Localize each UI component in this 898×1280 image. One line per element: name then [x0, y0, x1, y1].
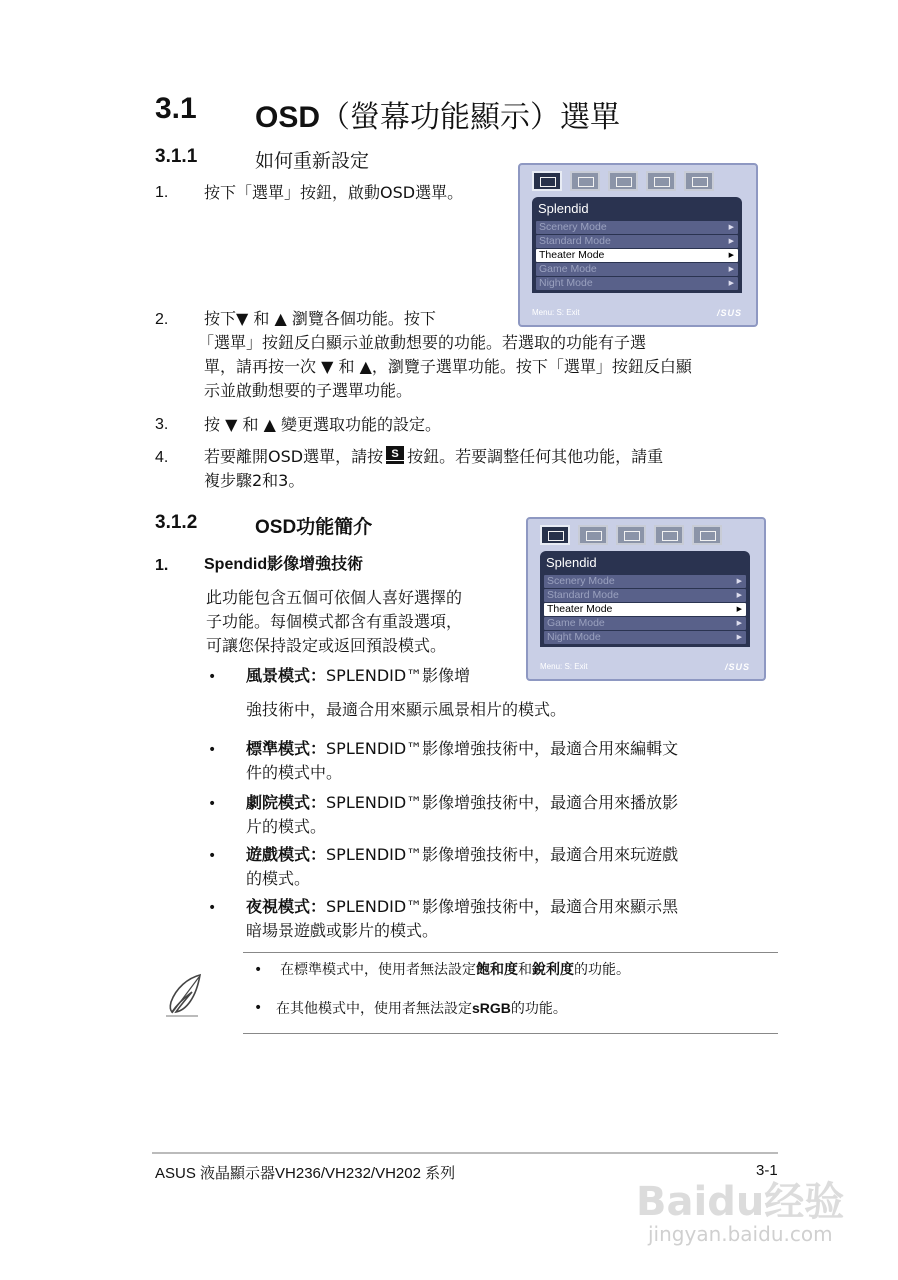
arrow-right-icon: ▶ [728, 238, 734, 245]
mode-night: 夜視模式：SPLENDID™影像增強技術中，最適合用來顯示黑 暗場景遊戲或影片的模式。 [246, 897, 679, 940]
subsection-title: OSD功能簡介 [255, 517, 373, 538]
bullet-icon: • [254, 1000, 263, 1016]
bullet-icon: • [254, 962, 263, 978]
note-top-rule [243, 952, 778, 953]
s-exit-key-icon [385, 445, 405, 465]
baidu-watermark-logo: Baidu经验 [636, 1179, 845, 1225]
arrow-right-icon: ▶ [736, 578, 742, 585]
mode-scenery: 風景模式：SPLENDID™影像增 強技術中，最適合用來顯示風景相片的模式。 [246, 666, 567, 719]
section-title: OSD（螢幕功能顯示）選單 [255, 100, 621, 135]
osd-status-bar: Menu: S: Exit /SUS [540, 659, 750, 675]
note-bottom-rule [243, 1033, 778, 1034]
arrow-right-icon: ▶ [736, 606, 742, 613]
step-number-2: 2. [155, 311, 169, 328]
osd-item-night: Night Mode ▶ [536, 277, 738, 290]
bullet-icon: • [208, 848, 217, 864]
step-number-3: 3. [155, 416, 169, 433]
input-icon [646, 171, 676, 191]
osd-item-standard: Standard Mode ▶ [536, 235, 738, 248]
arrow-right-icon: ▶ [736, 634, 742, 641]
bullet-icon: • [208, 742, 217, 758]
splendid-icon [532, 171, 562, 191]
arrow-right-icon: ▶ [728, 266, 734, 273]
note-feather-icon [162, 972, 206, 1018]
asus-logo: /SUS [724, 662, 750, 672]
note-1: 在標準模式中，使用者無法設定飽和度和銳利度的功能。 [280, 962, 630, 978]
subsection-heading-3-1-1 [155, 146, 370, 172]
feature-number: 1. [155, 557, 169, 574]
arrow-right-icon: ▶ [728, 280, 734, 287]
osd-item-scenery: Scenery Mode ▶ [536, 221, 738, 234]
osd-menu-title: Splendid [546, 555, 597, 570]
arrow-right-icon: ▶ [728, 252, 734, 259]
asus-logo: /SUS [716, 308, 742, 318]
osd-item-scenery: Scenery Mode ▶ [544, 575, 746, 588]
mode-game: 遊戲模式：SPLENDID™影像增強技術中，最適合用來玩遊戲 的模式。 [246, 845, 679, 888]
osd-menu-screenshot-1 [518, 163, 758, 327]
arrow-right-icon: ▶ [736, 620, 742, 627]
input-icon [654, 525, 684, 545]
setup-icon [684, 171, 714, 191]
osd-menu-screenshot-2 [526, 517, 766, 681]
footer-rule [152, 1152, 778, 1154]
bullet-icon: • [208, 900, 217, 916]
osd-item-theater: Theater Mode ▶ [536, 249, 738, 262]
subsection-number: 3.1.2 [155, 512, 198, 533]
osd-menu-panel [532, 197, 742, 293]
feature-title: Spendid影像增強技術 [204, 556, 364, 573]
s-key-label: S [391, 448, 399, 460]
step-text-3: 按 ▼ 和 ▲ 變更選取功能的設定。 [204, 415, 441, 434]
step-number-4: 4. [155, 449, 169, 466]
osd-item-theater: Theater Mode ▶ [544, 603, 746, 616]
image-icon [578, 525, 608, 545]
mode-standard: 標準模式：SPLENDID™影像增強技術中，最適合用來編輯文 件的模式中。 [246, 739, 679, 782]
footer-title: ASUS 液晶顯示器VH236/VH232/VH202 系列 [155, 1165, 456, 1182]
osd-item-game: Game Mode ▶ [544, 617, 746, 630]
step-text-1: 按下「選單」按鈕，啟動OSD選單。 [204, 183, 464, 202]
bullet-icon: • [208, 669, 217, 685]
step-number-1: 1. [155, 184, 169, 201]
osd-menu-title: Splendid [538, 201, 589, 216]
osd-item-night: Night Mode ▶ [544, 631, 746, 644]
color-icon [608, 171, 638, 191]
subsection-number: 3.1.1 [155, 146, 198, 167]
section-heading [155, 92, 621, 135]
color-icon [616, 525, 646, 545]
osd-menu-panel [540, 551, 750, 647]
osd-item-game: Game Mode ▶ [536, 263, 738, 276]
section-number: 3.1 [155, 92, 197, 125]
arrow-right-icon: ▶ [728, 224, 734, 231]
setup-icon [692, 525, 722, 545]
feature-description: 此功能包含五個可依個人喜好選擇的 子功能。每個模式都含有重設選項， 可讓您保持設定或返回預設模式。 [206, 588, 463, 655]
mode-theater: 劇院模式：SPLENDID™影像增強技術中，最適合用來播放影 片的模式。 [246, 793, 679, 836]
image-icon [570, 171, 600, 191]
subsection-title: 如何重新設定 [255, 150, 370, 172]
page-number: 3-1 [756, 1162, 778, 1179]
bullet-icon: • [208, 796, 217, 812]
baidu-watermark-url: jingyan.baidu.com [648, 1222, 833, 1246]
note-2: 在其他模式中，使用者無法設定sRGB的功能。 [276, 1000, 567, 1017]
osd-status-bar: Menu: S: Exit /SUS [532, 305, 742, 321]
arrow-right-icon: ▶ [736, 592, 742, 599]
splendid-icon [540, 525, 570, 545]
step-text-2: 按下▼ 和 ▲ 瀏覽各個功能。按下 「選單」按鈕反白顯示並啟動想要的功能。若選取的功能有子選 單，請再按一次 ▼ 和 ▲，瀏覽子選單功能。按下「選單」按鈕反白顯 示並啟動想要的子選單功能。 [198, 309, 692, 400]
osd-item-standard: Standard Mode ▶ [544, 589, 746, 602]
step-text-4: 若要離開OSD選單，請按 S 按鈕。若要調整任何其他功能，請重 複步驟2和3。 [204, 447, 664, 490]
subsection-heading-3-1-2 [155, 512, 373, 538]
